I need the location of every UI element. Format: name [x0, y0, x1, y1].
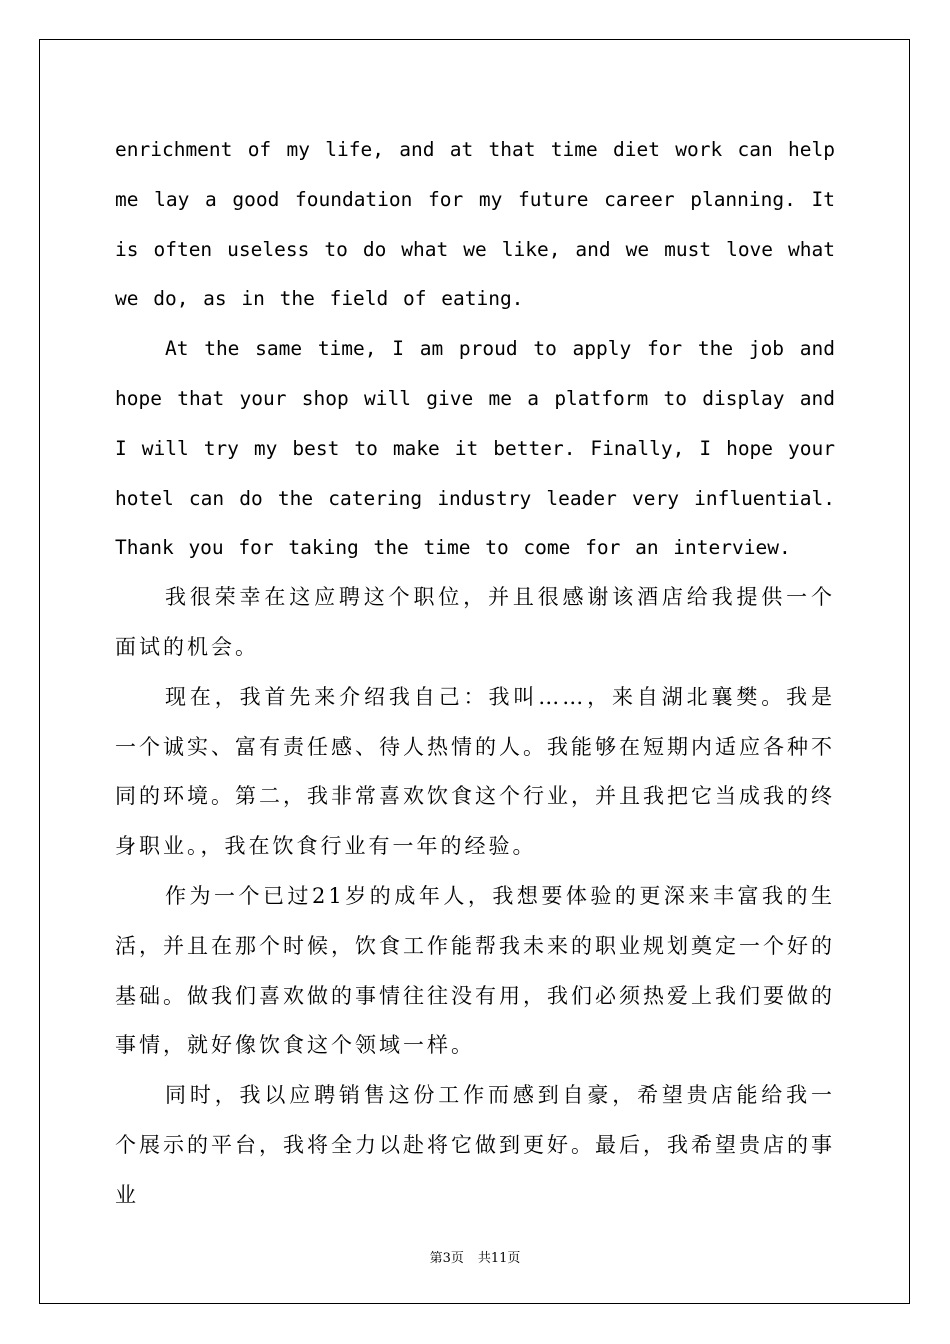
document-body — [115, 125, 835, 1221]
paragraph-english-1: enrichment of my life, and at that time diet work can help me lay a good foundation for my future career planning. It is often useless to do what we like, and we must love what we do, as in the field of eating. — [115, 138, 835, 311]
paragraph-english-2: At the same time, I am proud to apply for the job and hope that your shop will give me a platform to display and I will try my best to make it better. Finally, I hope your hotel can do the catering industry leader very influential. Thank you for taking the time to come for an interview. — [115, 337, 835, 560]
paragraph-chinese-3: 作为一个已过21岁的成年人，我想要体验的更深来丰富我的生活，并且在那个时候，饮食工作能帮我未来的职业规划奠定一个好的基础。做我们喜欢做的事情往往没有用，我们必须热爱上我们要做的事情，就好像饮食这个领域一样。 — [115, 883, 835, 1058]
paragraph-chinese-1: 我很荣幸在这应聘这个职位，并且很感谢该酒店给我提供一个面试的机会。 — [115, 585, 835, 659]
paragraph-chinese-2: 现在，我首先来介绍我自己：我叫……，来自湖北襄樊。我是一个诚实、富有责任感、待人热情的人。我能够在短期内适应各种不同的环境。第二，我非常喜欢饮食这个行业，并且我把它当成我的终身职业。，我在饮食行业有一年的经验。 — [115, 684, 835, 859]
page-number: 第3页 — [429, 1251, 464, 1266]
page-total: 共11页 — [477, 1251, 521, 1266]
page-footer — [0, 1247, 950, 1266]
paragraph-chinese-4: 同时，我以应聘销售这份工作而感到自豪，希望贵店能给我一个展示的平台，我将全力以赴将它做到更好。最后，我希望贵店的事业 — [115, 1083, 835, 1207]
